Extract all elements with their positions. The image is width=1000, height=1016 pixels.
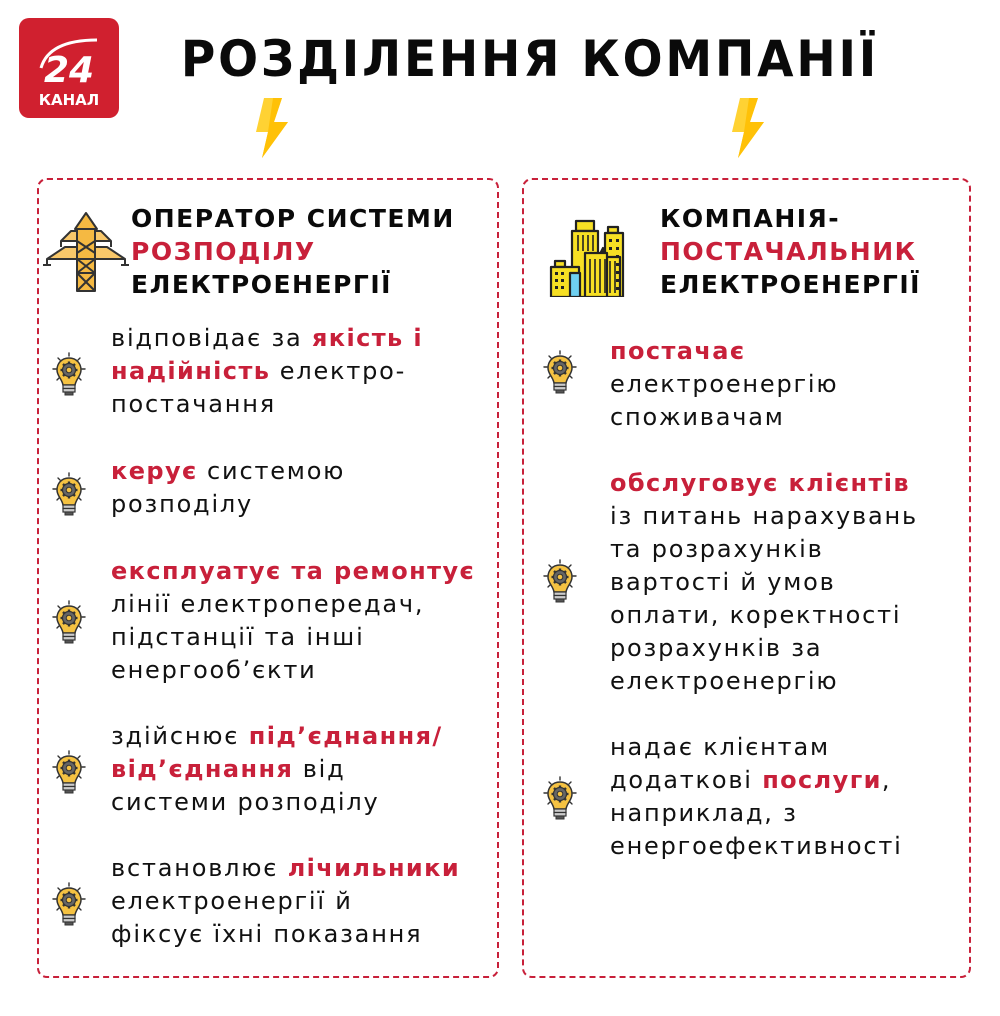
item-text: додаткові bbox=[610, 766, 763, 794]
item-text: РОЗПОДІЛУ bbox=[131, 237, 316, 266]
highlighted-text: якість і bbox=[312, 324, 424, 352]
svg-text:КАНАЛ: КАНАЛ bbox=[38, 91, 100, 109]
item-text: електро- bbox=[270, 357, 407, 385]
item-text bbox=[111, 322, 423, 355]
svg-text:24: 24 bbox=[43, 50, 95, 91]
lightbulb-gear-icon bbox=[52, 472, 86, 520]
highlighted-text: лічильники bbox=[287, 854, 461, 882]
highlighted-text: обслуговує клієнтів bbox=[610, 469, 910, 497]
panel-heading bbox=[524, 202, 969, 312]
item-text: енергооб’єкти bbox=[111, 656, 317, 684]
item-text bbox=[111, 852, 460, 885]
highlighted-text: керує bbox=[111, 457, 198, 485]
item-text bbox=[111, 753, 443, 786]
item-text: ЕЛЕКТРОЕНЕРГІЇ bbox=[660, 270, 921, 299]
highlighted-text: від’єднання bbox=[111, 755, 294, 783]
item-text: постачання bbox=[111, 390, 276, 418]
panel-title bbox=[131, 202, 455, 301]
item-text: електроенергію bbox=[610, 667, 839, 695]
item-text: розрахунків за bbox=[610, 634, 823, 662]
item-text: ПОСТАЧАЛЬНИК bbox=[660, 237, 917, 266]
item-text: надає клієнтам bbox=[610, 733, 830, 761]
logo-swoosh-icon bbox=[19, 18, 119, 118]
item-text: розподілу bbox=[111, 490, 254, 518]
item-text: встановлює bbox=[111, 854, 288, 882]
lightbulb-gear-icon bbox=[543, 776, 577, 824]
item-text: системою bbox=[197, 457, 346, 485]
item-text: , bbox=[881, 766, 892, 794]
item-text: КОМПАНІЯ- bbox=[660, 204, 841, 233]
item-text: та розрахунків bbox=[610, 535, 824, 563]
lightbulb-gear-icon bbox=[543, 350, 577, 398]
item-text bbox=[111, 355, 423, 388]
lightbulb-gear-icon bbox=[543, 559, 577, 607]
buildings-icon bbox=[548, 207, 638, 297]
item-text: енергоефективності bbox=[610, 832, 903, 860]
item-text: електроенергію bbox=[610, 370, 839, 398]
item-text bbox=[111, 720, 443, 753]
lightning-bolt-icon bbox=[252, 98, 292, 158]
item-text: наприклад, з bbox=[610, 799, 798, 827]
item-text: оплати, коректності bbox=[610, 601, 902, 629]
lightbulb-gear-icon bbox=[52, 600, 86, 648]
distribution-operator-panel bbox=[37, 178, 499, 978]
item-text: системи розподілу bbox=[111, 788, 380, 816]
highlighted-text: під’єднання/ bbox=[248, 722, 443, 750]
item-text bbox=[111, 455, 345, 488]
lightbulb-gear-icon bbox=[52, 882, 86, 930]
highlighted-text: постачає bbox=[610, 337, 746, 365]
highlighted-text: надійність bbox=[111, 357, 271, 385]
supplier-company-panel bbox=[522, 178, 971, 978]
panel-title bbox=[660, 202, 921, 301]
item-text: здійснює bbox=[111, 722, 249, 750]
item-text: ЕЛЕКТРОЕНЕРГІЇ bbox=[131, 270, 392, 299]
item-text bbox=[610, 764, 903, 797]
item-text: вартості й умов bbox=[610, 568, 836, 596]
lightbulb-gear-icon bbox=[52, 750, 86, 798]
lightning-bolt-icon bbox=[728, 98, 768, 158]
item-text: фіксує їхні показання bbox=[111, 920, 423, 948]
highlighted-text: експлуатує та ремонтує bbox=[111, 557, 476, 585]
highlighted-text: послуги bbox=[762, 766, 882, 794]
panel-heading bbox=[39, 202, 497, 312]
channel-24-logo bbox=[19, 18, 119, 118]
lightbulb-gear-icon bbox=[52, 352, 86, 400]
power-tower-icon bbox=[41, 207, 131, 297]
item-text: електроенергії й bbox=[111, 887, 353, 915]
item-text: лінії електропередач, bbox=[111, 590, 425, 618]
item-text: із питань нарахувань bbox=[610, 502, 918, 530]
item-text: ОПЕРАТОР СИСТЕМИ bbox=[131, 204, 455, 233]
item-text: відповідає за bbox=[111, 324, 312, 352]
page-title: РОЗДІЛЕННЯ КОМПАНІЇ bbox=[180, 30, 880, 88]
item-text: підстанції та інші bbox=[111, 623, 365, 651]
item-text: споживачам bbox=[610, 403, 785, 431]
item-text: від bbox=[293, 755, 346, 783]
